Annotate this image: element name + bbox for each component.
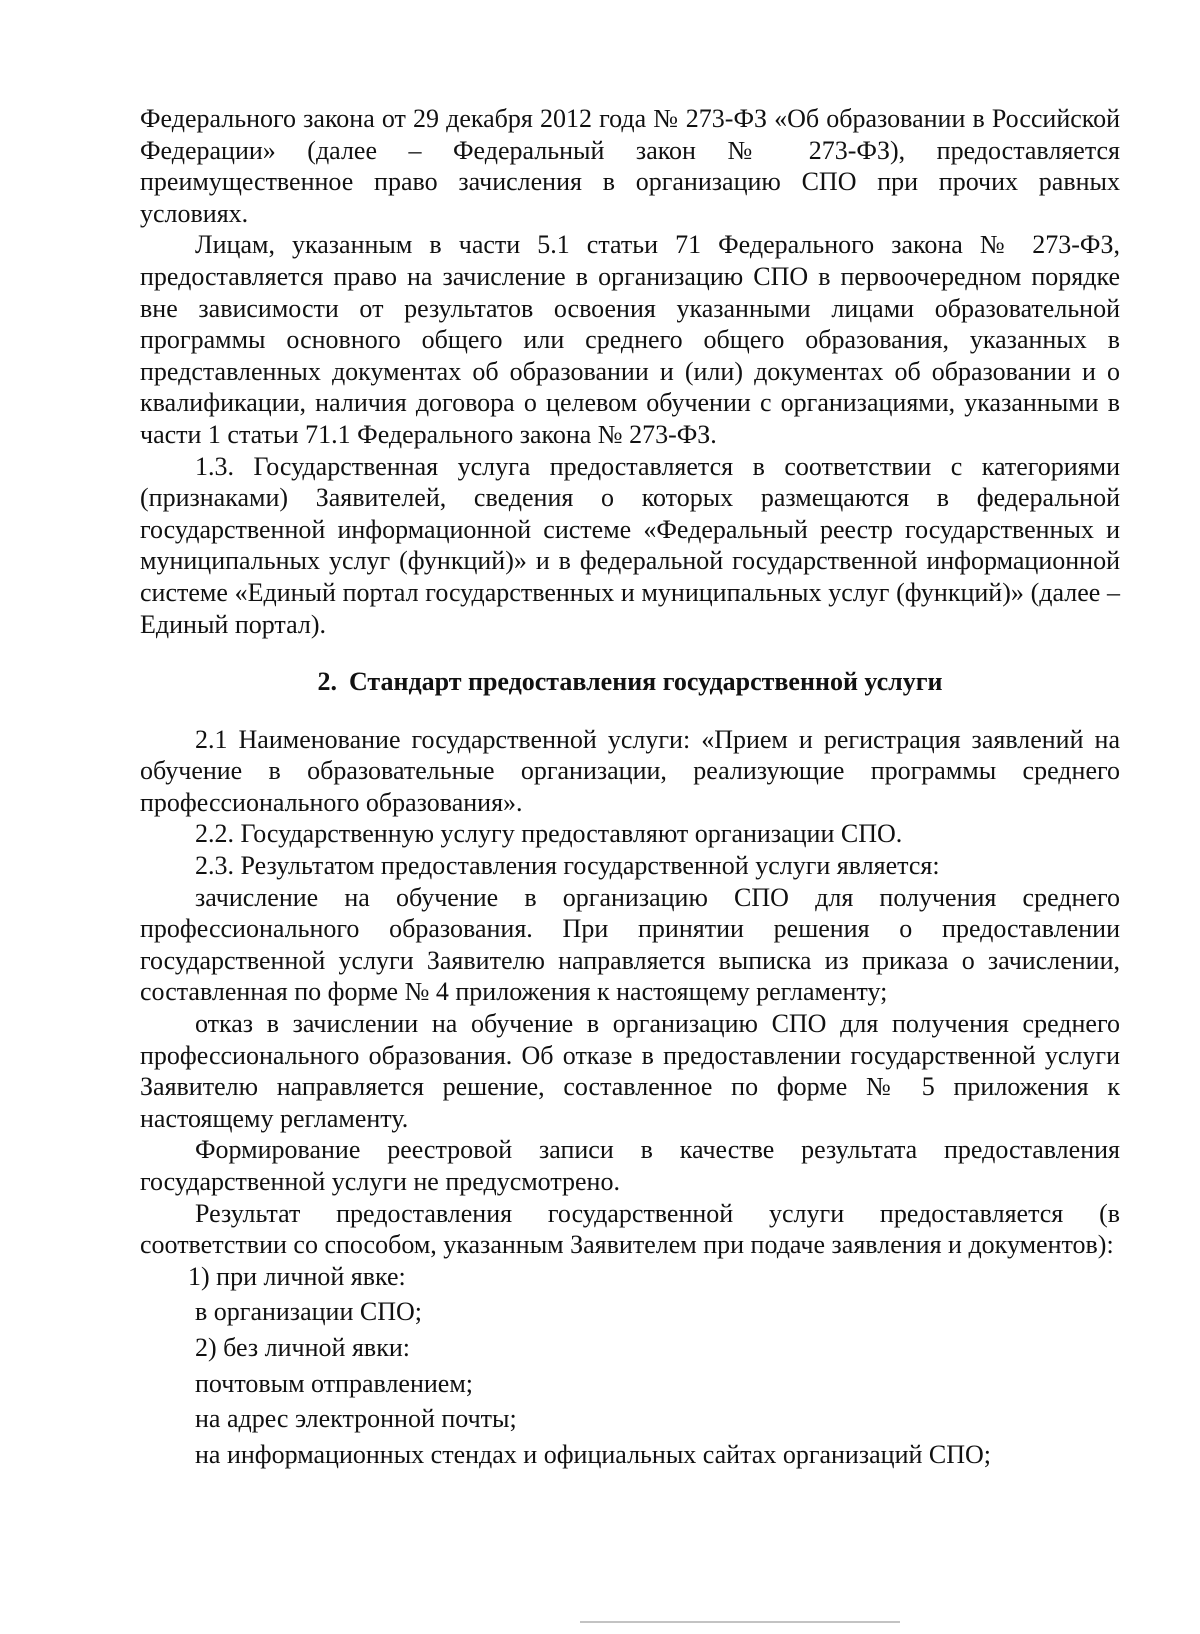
- paragraph-refusal: отказ в зачислении на обучение в организацию СПО для получения среднего профессионального образования. Об отказе в предоставлении государственной услуги Заявителю направляется решение, составленное по форме № 5 приложения к настоящему регламенту.: [140, 1009, 1120, 1133]
- paragraph-registry-record: Формирование реестровой записи в качестве результата предоставления государственной услуги не предусмотрено.: [140, 1135, 1120, 1196]
- section-heading: [140, 666, 1120, 698]
- paragraph-2-2: 2.2. Государственную услугу предоставляют организации СПО.: [195, 819, 903, 849]
- paragraph-1-3: 1.3. Государственная услуга предоставляется в соответствии с категориями (признаками) Заявителей, сведения о которых размещаются в федеральной государственной информационной системе «Федеральный реестр государственных и муниципальных услуг (функций)» и в федеральной государственной информационной системе «Единый портал государственных и муниципальных услуг (функций)» (далее – Единый портал).: [140, 451, 1120, 639]
- paragraph-enrollment: зачисление на обучение в организацию СПО для получения среднего профессионального образования. При принятии решения о предоставлении государственной услуги Заявителю направляется выписка из приказа о зачислении, составленная по форме № 4 приложения к настоящему регламенту;: [140, 882, 1120, 1007]
- list-item-remote: 2) без личной явки:: [195, 1332, 410, 1362]
- list-item-at-organization: в организации СПО;: [195, 1297, 422, 1327]
- scan-artifact-line: [580, 1621, 900, 1623]
- document-page: [140, 103, 1120, 1470]
- paragraph-preferential-right: Федерального закона от 29 декабря 2012 года № 273-ФЗ «Об образовании в Российской Федерации» (далее – Федеральный закон № 273-ФЗ), предоставляется преимущественное право зачисления в организацию СПО при прочих равных условиях.: [140, 104, 1120, 228]
- list-item-in-person: 1) при личной явке:: [188, 1261, 406, 1291]
- section-title: Стандарт предоставления государственной услуги: [348, 667, 943, 697]
- paragraph-2-3: 2.3. Результатом предоставления государственной услуги является:: [195, 851, 940, 881]
- paragraph-first-priority-right: Лицам, указанным в части 5.1 статьи 71 Федерального закона № 273-ФЗ, предоставляется право на зачисление в организацию СПО в первоочередном порядке вне зависимости от результатов освоения указанными лицами образовательной программы основного общего или среднего общего образования, указанных в представленных документах об образовании и (или) документах об образовании и о квалификации, наличия договора о целевом обучении с организациями, указанными в части 1 статьи 71.1 Федерального закона № 273-ФЗ.: [140, 230, 1120, 449]
- list-item-postal: почтовым отправлением;: [195, 1368, 474, 1398]
- section-number: 2.: [317, 667, 337, 697]
- list-item-stands-websites: на информационных стендах и официальных сайтах организаций СПО;: [195, 1439, 992, 1469]
- list-item-email: на адрес электронной почты;: [195, 1404, 517, 1434]
- paragraph-result-delivery: Результат предоставления государственной услуги предоставляется (в соответствии со способом, указанным Заявителем при подаче заявления и документов):: [140, 1198, 1120, 1260]
- paragraph-2-1: 2.1 Наименование государственной услуги: «Прием и регистрация заявлений на обучение в образовательные организации, реализующие программы среднего профессионального образования».: [140, 724, 1120, 817]
